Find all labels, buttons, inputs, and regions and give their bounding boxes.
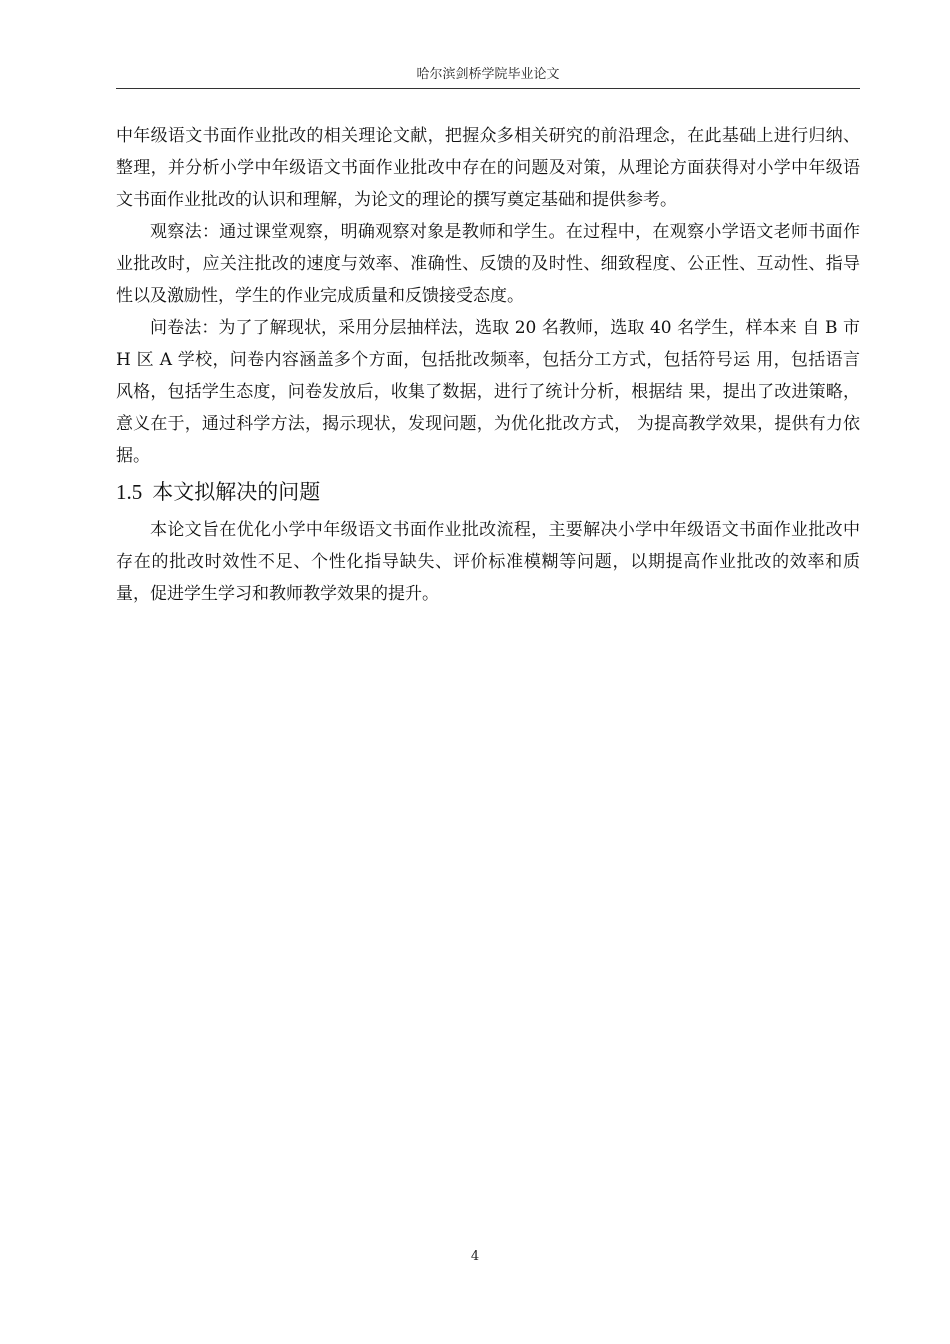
header-divider [116, 88, 860, 89]
running-header: 哈尔滨剑桥学院毕业论文 [416, 67, 560, 82]
section-number: 1.5 [116, 480, 143, 504]
paragraph-observation-method: 观察法：通过课堂观察，明确观察对象是教师和学生。在过程中，在观察小学语文老师书面作业批改时，应关注批改的速度与效率、准确性、反馈的及时性、细致程度、公正性、互动性、指导性以及激励性，学生的作业完成质量和反馈接受态度。 [116, 222, 860, 306]
paragraph-literature: 中年级语文书面作业批改的相关理论文献，把握众多相关研究的前沿理念，在此基础上进行归纳、整理，并分析小学中年级语文书面作业批改中存在的问题及对策，从理论方面获得对小学中年级语文书面作业批改的认识和理解，为论文的理论的撰写奠定基础和提供参考。 [116, 126, 860, 210]
page-number: 4 [470, 1249, 480, 1264]
section-heading [116, 474, 860, 510]
paragraph-questionnaire-method: 问卷法：为了了解现状，采用分层抽样法，选取 20 名教师，选取 40 名学生，样本来 自 B 市 H 区 A 学校，问卷内容涵盖多个方面，包括批改频率，包括分工方式，包括符号运 用，包括语言风格，包括学生态度，问卷发放后，收集了数据，进行了统计分析，根据结 果，提出了改进策略，意义在于，通过科学方法，揭示现状，发现问题，为优化批改方式， 为提高教学效果，提供有力依据。 [116, 318, 860, 466]
page-body [116, 120, 860, 610]
section-title: 本文拟解决的问题 [152, 480, 321, 504]
paragraph-problems: 本论文旨在优化小学中年级语文书面作业批改流程，主要解决小学中年级语文书面作业批改中存在的批改时效性不足、个性化指导缺失、评价标准模糊等问题，以期提高作业批改的效率和质量，促进学生学习和教师教学效果的提升。 [116, 520, 860, 604]
